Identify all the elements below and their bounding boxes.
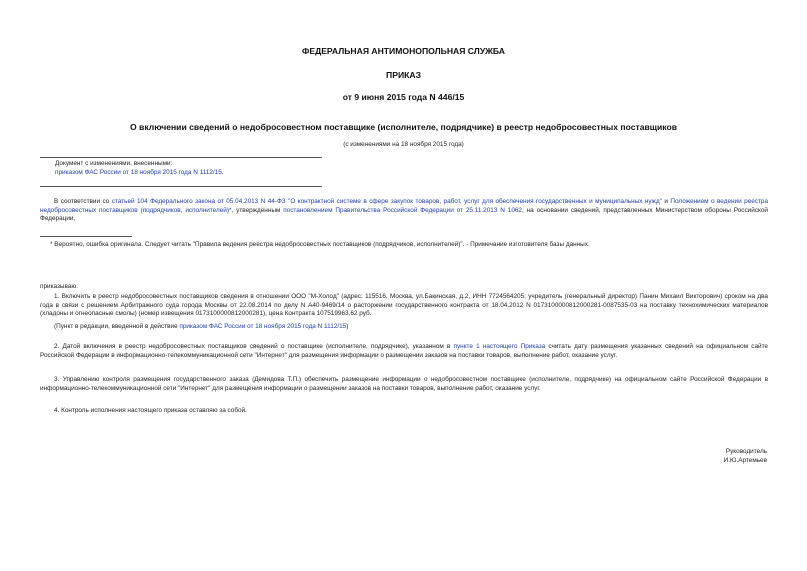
signature-name: И.Ю.Артемьев <box>723 456 767 464</box>
footnote-divider <box>40 236 132 237</box>
signature-role: Руководитель <box>725 448 767 455</box>
page-title: О включении сведений о недобросовестном поставщике (исполнителе, подрядчике) в реестр недобросовестных поставщиков <box>129 122 678 132</box>
preamble <box>40 198 768 224</box>
item-2-text: считать дату размещения указанных сведений на официальном сайте Российской Федерации в информационно-телекоммуникационной сети "Интернет" для размещения информации о размещении заказов на поставки товаров, выполнение работ, оказание услуг. <box>40 343 768 359</box>
revision-note: (с изменениями на 18 ноября 2015 года) <box>343 141 464 148</box>
item-1: 1. Включить в реестр недобросовестных поставщиков сведения в отношении ООО "М-Холод" (адрес: 115516, Москва, ул.Бакинская, д.2, ИНН 7724564205; учредитель (генеральный директор) Панин Михаил Викторович) сроком на два года в связи с решением Арбитражного суда города Москвы от 22.08.2014 по делу N А40-9469/14 о расторжении государственного контракта от 18.04.2012 N 0173100000812000281-0087535-03 на поставку технохимических материалов (хладоны и огнеопасные смолы) (номер извещения 0173100000812000281), цена Контракта 107519963,62 руб. <box>40 293 768 318</box>
item-2 <box>40 343 768 360</box>
preamble-text: , на основании сведений, представленных Министерством обороны Российской Федерации, <box>40 206 769 223</box>
item-3: 3. Управлению контроля размещения государственного заказа (Демидова Т.П.) обеспечить размещение информации о недобросовестном поставщике (исполнителе, подрядчике) на официальном сайте Российской Федерации в информационно-телекоммуникационной сети "Интернет" для размещения информации о размещении заказов на поставки товаров, выполнение работ, оказание услуг. <box>40 376 768 392</box>
preamble-text: и <box>661 198 671 205</box>
decree-link[interactable]: постановлением Правительства Российской Федерации от 25.11.2013 N 1062 <box>283 206 522 214</box>
doc-date-number: от 9 июня 2015 года N 446/15 <box>342 92 465 102</box>
divider <box>40 186 322 187</box>
changes-link[interactable]: приказом ФАС России от 18 ноября 2015 года N 1112/15 <box>55 168 222 176</box>
item-1-note-text: (Пункт в редакции, введенной в действие <box>54 323 180 330</box>
signature <box>724 448 767 465</box>
changes-label: Документ с изменениями, внесенными: <box>55 160 173 167</box>
item-1-note <box>54 323 768 332</box>
agency-name: ФЕДЕРАЛЬНАЯ АНТИМОНОПОЛЬНАЯ СЛУЖБА <box>302 46 505 56</box>
item-1-note-text: ) <box>346 323 349 330</box>
item-4: 4. Контроль исполнения настоящего приказа оставляю за собой. <box>54 407 247 414</box>
changes-link-line <box>55 169 355 178</box>
doc-type: ПРИКАЗ <box>386 70 421 80</box>
preamble-text: В соответствии со <box>54 198 110 205</box>
preamble-text: , утвержденным <box>231 206 284 214</box>
order-word: приказываю: <box>40 283 78 290</box>
divider <box>40 157 322 158</box>
changes-box <box>55 160 355 177</box>
clause-1-link[interactable]: пункте 1 настоящего Приказа <box>453 343 546 350</box>
footnote: * Вероятно, ошибка оригинала. Следует читать "Правила ведения реестра недобросовестных поставщиков (подрядчиков, исполнителей)". - Примечание изготовителя базы данных. <box>50 241 590 248</box>
regulation-link[interactable]: Положением о ведении реестра недобросовестных поставщиков (подрядчиков, исполнителей)* <box>40 198 768 214</box>
item-2-text: 2. Датой включения в реестр недобросовестных поставщиков сведений о поставщике (исполнителе, подрядчике), указанном в <box>54 343 454 350</box>
amendment-link[interactable]: приказом ФАС России от 18 ноября 2015 года N 1112/15 <box>179 323 347 330</box>
changes-end: . <box>221 168 224 176</box>
law-link[interactable]: статьей 104 Федерального закона от 05.04.2013 N 44-ФЗ "О контрактной системе в сфере закупок товаров, работ, услуг для обеспечения государственных и муниципальных нужд" <box>111 198 662 205</box>
